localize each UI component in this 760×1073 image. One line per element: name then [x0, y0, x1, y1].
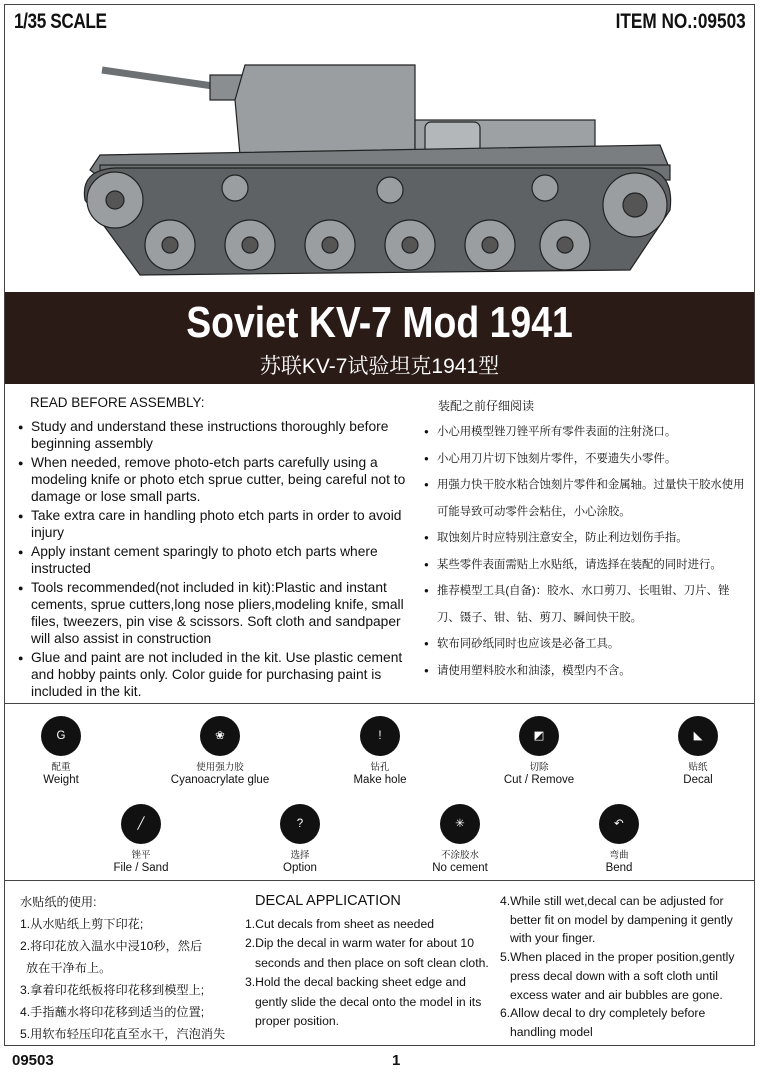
- decal-en-part1: [245, 892, 500, 1032]
- drill-icon: !: [360, 716, 400, 756]
- list-item: ● 请使用塑料胶水和油漆，模型内不含。: [424, 658, 749, 685]
- list-item: ● 小心用刀片切下蚀刻片零件，不要遗失小零件。: [424, 446, 749, 473]
- list-item: 放在干净布上。: [26, 961, 112, 975]
- title-cn: 苏联KV-7试验坦克1941型: [259, 355, 500, 378]
- question-icon: ?: [280, 804, 320, 844]
- list-item: ● 用强力快干胶水粘合蚀刻片零件和金属轴。过量快干胶水使用可能导致可动零件会粘住，小心涂胶。: [424, 472, 749, 525]
- cut-icon-block: [479, 716, 599, 787]
- no-cement-icon-block: [400, 804, 520, 875]
- icon-label-cn: 切除: [529, 762, 549, 773]
- icon-label-en: Option: [283, 862, 317, 874]
- read-before-heading-cn: 装配之前仔细阅读: [438, 399, 535, 413]
- weight-icon-block: [1, 716, 121, 787]
- list-item: 4.While still wet,decal can be adjusted for better fit on model by dampening it gently with your finger.: [500, 894, 733, 946]
- list-item: ● Tools recommended(not included in kit):Plastic and instant cements, sprue cutters,long nose pliers,modeling knife, small files, tweezers, pin vise & scissors. Soft cloth and sandpaper will also assist in construction: [18, 579, 413, 647]
- divider: [5, 703, 754, 704]
- icon-label-cn: 钻孔: [370, 762, 390, 773]
- list-item: 4.手指蘸水将印花移到适当的位置;: [20, 1005, 205, 1019]
- tank-illustration: [70, 60, 690, 290]
- list-item: ● 推荐模型工具(自备)：胶水、水口剪刀、长咀钳、刀片、锉刀、镊子、钳、钻、剪刀、瞬间快干胶。: [424, 578, 749, 631]
- glue-icon: ❀: [200, 716, 240, 756]
- instructions-cn: [424, 419, 749, 684]
- icon-label-en: File / Sand: [113, 862, 169, 874]
- icon-label-en: Cyanoacrylate glue: [170, 774, 270, 786]
- list-item: ● 软布同砂纸同时也应该是必备工具。: [424, 631, 749, 658]
- icon-label-cn: 贴纸: [688, 762, 708, 773]
- icon-label-en: Decal: [683, 774, 713, 786]
- title-banner: [5, 292, 754, 384]
- option-icon-block: [240, 804, 360, 875]
- icon-label-en: No cement: [432, 862, 488, 874]
- icon-label-en: Make hole: [353, 774, 407, 786]
- icon-label-cn: 不涂胶水: [440, 850, 479, 861]
- decal-icon-block: [638, 716, 758, 787]
- icon-label-en: Bend: [605, 862, 633, 874]
- list-item: ● Take extra care in handling photo etch parts in order to avoid injury: [18, 507, 413, 541]
- list-item: ● Glue and paint are not included in the kit. Use plastic cement and hobby paints only. Color guide for purchasing paint is included in the kit.: [18, 649, 413, 700]
- list-item: ● 取蚀刻片时应特别注意安全，防止利边划伤手指。: [424, 525, 749, 552]
- page-number: 1: [392, 1052, 401, 1069]
- list-item: ● Apply instant cement sparingly to photo etch parts where instructed: [18, 543, 413, 577]
- scale-label: 1/35 SCALE: [14, 10, 107, 33]
- file-icon-block: [81, 804, 201, 875]
- icon-label-cn: 使用强力胶: [196, 762, 244, 773]
- instructions-en: [18, 418, 413, 702]
- icon-label-cn: 弯曲: [609, 850, 629, 861]
- list-item: 3.Hold the decal backing sheet edge and gently slide the decal onto the model in its proper position.: [245, 975, 482, 1028]
- list-item: 5.When placed in the proper position,gently press decal down with a soft cloth until excess water and air bubbles are gone.: [500, 950, 735, 1002]
- divider: [5, 880, 754, 881]
- icon-label-en: Cut / Remove: [503, 774, 575, 786]
- bend-icon-block: [559, 804, 679, 875]
- item-number: ITEM NO.:09503: [615, 10, 746, 33]
- list-item: 6.Allow decal to dry completely before handling model: [500, 1006, 706, 1039]
- list-item: 3.拿着印花纸板将印花移到模型上;: [20, 983, 205, 997]
- footer-item-number: 09503: [12, 1052, 54, 1069]
- read-before-heading: READ BEFORE ASSEMBLY:: [30, 395, 205, 410]
- icon-label-cn: 配重: [51, 762, 71, 773]
- list-item: 1.Cut decals from sheet as needed: [245, 916, 435, 931]
- weight-icon: G: [41, 716, 81, 756]
- bend-icon: ↶: [599, 804, 639, 844]
- no-cement-icon: ✳: [440, 804, 480, 844]
- decal-cn-heading: 水贴纸的使用:: [20, 895, 97, 909]
- list-item: ● 某些零件表面需贴上水贴纸，请选择在装配的同时进行。: [424, 552, 749, 579]
- title-en: Soviet KV-7 Mod 1941: [186, 298, 573, 347]
- list-item: ● When needed, remove photo-etch parts carefully using a modeling knife or photo etch sprue cutter, being careful not to damage or lose small parts.: [18, 454, 413, 505]
- decal-heading: DECAL APPLICATION: [255, 893, 401, 909]
- icon-label-cn: 选择: [290, 850, 310, 861]
- list-item: ● 小心用模型锉刀锉平所有零件表面的注射浇口。: [424, 419, 749, 446]
- cut-icon: ◩: [519, 716, 559, 756]
- file-icon: ╱: [121, 804, 161, 844]
- decal-icon: ◣: [678, 716, 718, 756]
- icon-label-en: Weight: [43, 774, 79, 786]
- list-item: ● Study and understand these instructions thoroughly before beginning assembly: [18, 418, 413, 452]
- icon-label-cn: 锉平: [131, 850, 151, 861]
- list-item: 1.从水贴纸上剪下印花;: [20, 917, 144, 931]
- decal-en-part2: [500, 892, 750, 1042]
- list-item: 2.将印花放入温水中浸10秒，然后: [20, 939, 203, 953]
- decal-cn: [20, 891, 225, 1045]
- drill-icon-block: [320, 716, 440, 787]
- list-item: 2.Dip the decal in warm water for about 10 seconds and then place on soft clean cloth.: [245, 936, 489, 970]
- glue-icon-block: [160, 716, 280, 787]
- list-item: 5.用软布轻压印花直至水干，汽泡消失: [20, 1027, 226, 1041]
